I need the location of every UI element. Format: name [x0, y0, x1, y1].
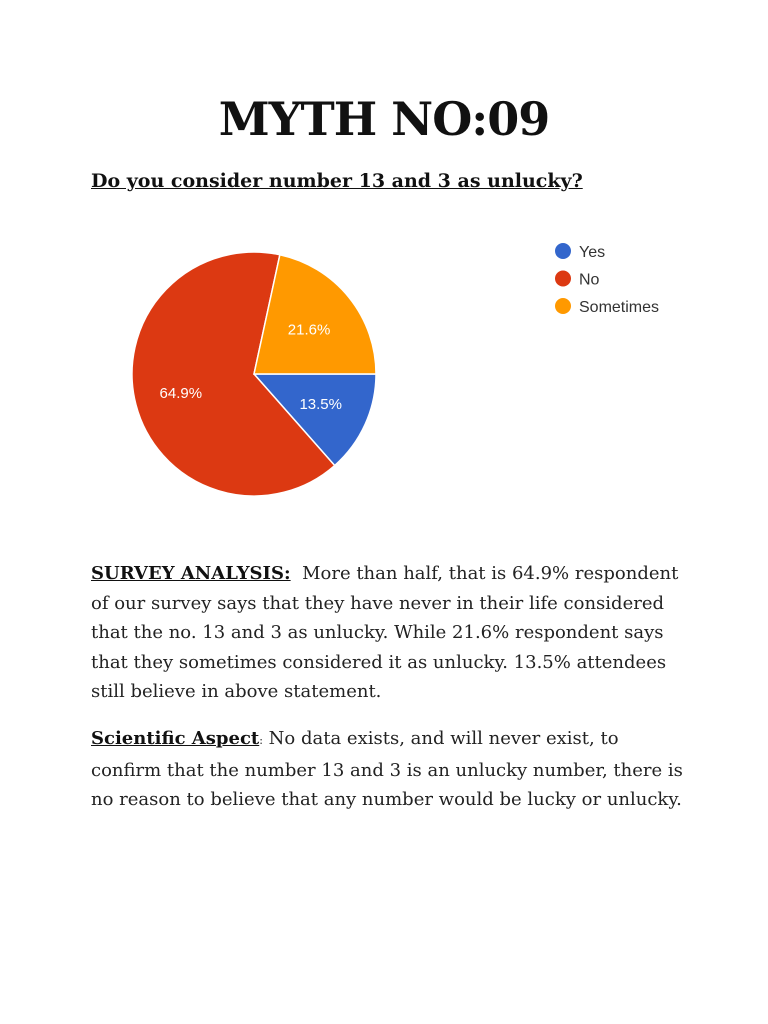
page-title: MYTH NO:09: [218, 92, 550, 146]
pie-label-sometimes: 21.6%: [287, 321, 331, 339]
legend-marker-no: [555, 271, 571, 287]
survey-analysis-heading: SURVEY ANALYSIS:: [91, 563, 291, 584]
pie-chart-svg: [118, 220, 678, 530]
legend-label-no: No: [579, 271, 600, 289]
pie-label-yes: 13.5%: [299, 396, 342, 414]
legend-marker-yes: [555, 243, 571, 259]
scientific-aspect-paragraph: [91, 724, 691, 815]
pie-label-no: 64.9%: [159, 385, 203, 403]
scientific-aspect-heading: Scientific Aspect: [91, 728, 260, 749]
survey-analysis-paragraph: [91, 559, 691, 707]
scientific-aspect-colon: :: [259, 734, 263, 747]
legend-marker-sometimes: [555, 298, 571, 314]
legend-label-sometimes: Sometimes: [579, 299, 660, 316]
pie-chart: [118, 220, 678, 530]
scientific-aspect-body: No data exists, and will never exist, to confirm that the number 13 and 3 is an unlucky number, there is no reason to believe that any number would be lucky or unlucky.: [91, 728, 683, 810]
legend-label-yes: Yes: [579, 244, 606, 261]
survey-question: Do you consider number 13 and 3 as unlucky?: [91, 170, 583, 192]
survey-analysis-body: More than half, that is 64.9% respondent of our survey says that they have never in their life considered that the no. 13 and 3 as unlucky. While 21.6% respondent says that they sometimes considered it as unlucky. 13.5% attendees still believe in above statement.: [91, 563, 679, 702]
